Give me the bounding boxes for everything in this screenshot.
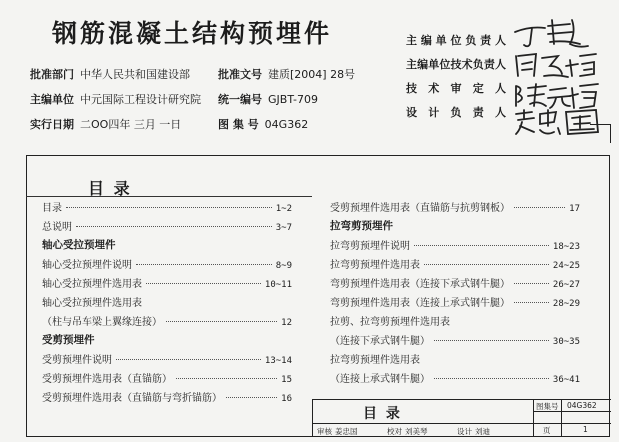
contents-entry-text: 拉剪、拉弯剪预埋件选用表 — [330, 317, 450, 328]
entry-title: 受剪预埋件选用表（直锚筋与弯折锚筋） — [42, 393, 222, 404]
heading-underline — [26, 196, 312, 197]
contents-section: 受剪预埋件 — [42, 334, 95, 346]
signoff-name: 刘迪 — [475, 427, 490, 436]
signoff-name: 刘美琴 — [405, 427, 428, 436]
contents-entry — [42, 313, 292, 328]
contents-section: 轴心受拉预埋件 — [42, 239, 116, 251]
leader-dots — [514, 283, 549, 284]
contents-entry — [330, 370, 580, 385]
leader-dots — [176, 378, 277, 379]
entry-page: 12 — [281, 318, 292, 328]
contents-entry — [42, 218, 292, 233]
responsible-role: 主编单位负责人 — [406, 34, 506, 47]
contents-heading: 目 录 — [88, 179, 132, 198]
page-value: 1 — [583, 425, 588, 434]
entry-title: （连接上承式钢牛腿） — [330, 374, 430, 385]
entry-title: （连接下承式钢牛腿） — [330, 336, 430, 347]
contents-entry — [42, 275, 292, 290]
entry-title: 弯剪预埋件选用表（连接下承式钢牛腿） — [330, 279, 510, 290]
contents-entry — [42, 256, 292, 271]
entry-page: 13~14 — [264, 356, 292, 366]
signoff-role: 校对 — [387, 427, 402, 436]
contents-entry — [42, 389, 292, 404]
approval-field — [218, 116, 308, 132]
page-label: 页 — [543, 426, 551, 435]
entry-page: 36~41 — [552, 375, 580, 385]
entry-page: 1~2 — [275, 204, 292, 214]
entry-page: 18~23 — [552, 242, 580, 252]
contents-entry — [42, 370, 292, 385]
corner-mark — [590, 124, 611, 143]
contents-section: 拉弯剪预埋件 — [330, 220, 393, 232]
approval-field — [30, 66, 190, 82]
entry-title: 总说明 — [42, 222, 72, 233]
leader-dots — [514, 207, 565, 208]
responsible-role: 技术审定人 — [406, 82, 506, 95]
approval-field — [218, 66, 355, 82]
leader-dots — [434, 340, 549, 341]
contents-entry-text: 轴心受拉预埋件选用表 — [42, 298, 142, 309]
entry-page: 30~35 — [552, 337, 580, 347]
contents-entry — [42, 351, 292, 366]
leader-dots — [116, 359, 261, 360]
approval-key: 批准文号 — [218, 68, 262, 81]
signoff-role: 设计 — [457, 427, 472, 436]
entry-page: 28~29 — [552, 299, 580, 309]
atlas-number-label: 图集号 — [536, 402, 559, 411]
entry-page: 3~7 — [275, 223, 292, 233]
approval-key: 图 集 号 — [218, 118, 259, 131]
responsible-role: 主编单位技术负责人 — [406, 58, 506, 71]
approval-value: 04G362 — [264, 118, 309, 131]
contents-entry — [42, 199, 292, 214]
leader-dots — [514, 302, 549, 303]
approval-value: 建质[2004] 28号 — [268, 68, 356, 81]
approval-key: 批准部门 — [30, 68, 74, 81]
entry-title: 轴心受拉预埋件说明 — [42, 260, 132, 271]
approval-value: 中元国际工程设计研究院 — [80, 93, 201, 106]
contents-entry — [330, 332, 580, 347]
approval-key: 主编单位 — [30, 93, 74, 106]
title-block-title: 目 录 — [363, 406, 402, 422]
entry-title: 弯剪预埋件选用表（连接上承式钢牛腿） — [330, 298, 510, 309]
entry-title: 拉弯剪预埋件选用表 — [330, 260, 420, 271]
leader-dots — [424, 264, 549, 265]
entry-page: 15 — [281, 375, 292, 385]
contents-entry — [330, 275, 580, 290]
contents-entry — [330, 199, 580, 214]
signoff-role: 审核 — [317, 427, 332, 436]
signoff-name: 姜忠国 — [335, 427, 358, 436]
leader-dots — [434, 378, 549, 379]
approval-field — [218, 91, 318, 107]
approval-field — [30, 116, 181, 132]
entry-title: 轴心受拉预埋件选用表 — [42, 279, 142, 290]
contents-entry — [330, 237, 580, 252]
responsible-role: 设计负责人 — [406, 106, 506, 119]
entry-title: 拉弯剪预埋件说明 — [330, 241, 410, 252]
handwritten-signatures — [510, 14, 605, 139]
contents-entry — [330, 294, 580, 309]
contents-entry-text: 拉弯剪预埋件选用表 — [330, 355, 420, 366]
entry-title: 受剪预埋件选用表（直锚筋与抗剪钢板） — [330, 203, 510, 214]
entry-page: 26~27 — [552, 280, 580, 290]
entry-page: 10~11 — [264, 280, 292, 290]
atlas-number-value: 04G362 — [567, 401, 597, 410]
leader-dots — [66, 207, 272, 208]
approval-value: GJBT-709 — [268, 93, 318, 106]
approval-field — [30, 91, 201, 107]
approval-key: 实行日期 — [30, 118, 74, 131]
entry-page: 24~25 — [552, 261, 580, 271]
leader-dots — [166, 321, 277, 322]
atlas-title: 钢筋混凝土结构预埋件 — [52, 19, 333, 48]
entry-title: 受剪预埋件说明 — [42, 355, 112, 366]
leader-dots — [136, 264, 272, 265]
entry-title: 受剪预埋件选用表（直锚筋） — [42, 374, 172, 385]
approval-value: 中华人民共和国建设部 — [80, 68, 190, 81]
approval-value: 二OO四年 三月 一日 — [80, 118, 182, 131]
leader-dots — [146, 283, 261, 284]
entry-title: （柱与吊车梁上翼缘连接） — [42, 317, 162, 328]
entry-page: 16 — [281, 394, 292, 404]
entry-page: 17 — [569, 204, 580, 214]
leader-dots — [76, 226, 272, 227]
leader-dots — [414, 245, 549, 246]
title-block — [312, 399, 610, 437]
approval-key: 统一编号 — [218, 93, 262, 106]
contents-entry — [330, 256, 580, 271]
entry-title: 目录 — [42, 203, 62, 214]
leader-dots — [226, 397, 277, 398]
entry-page: 8~9 — [275, 261, 292, 271]
